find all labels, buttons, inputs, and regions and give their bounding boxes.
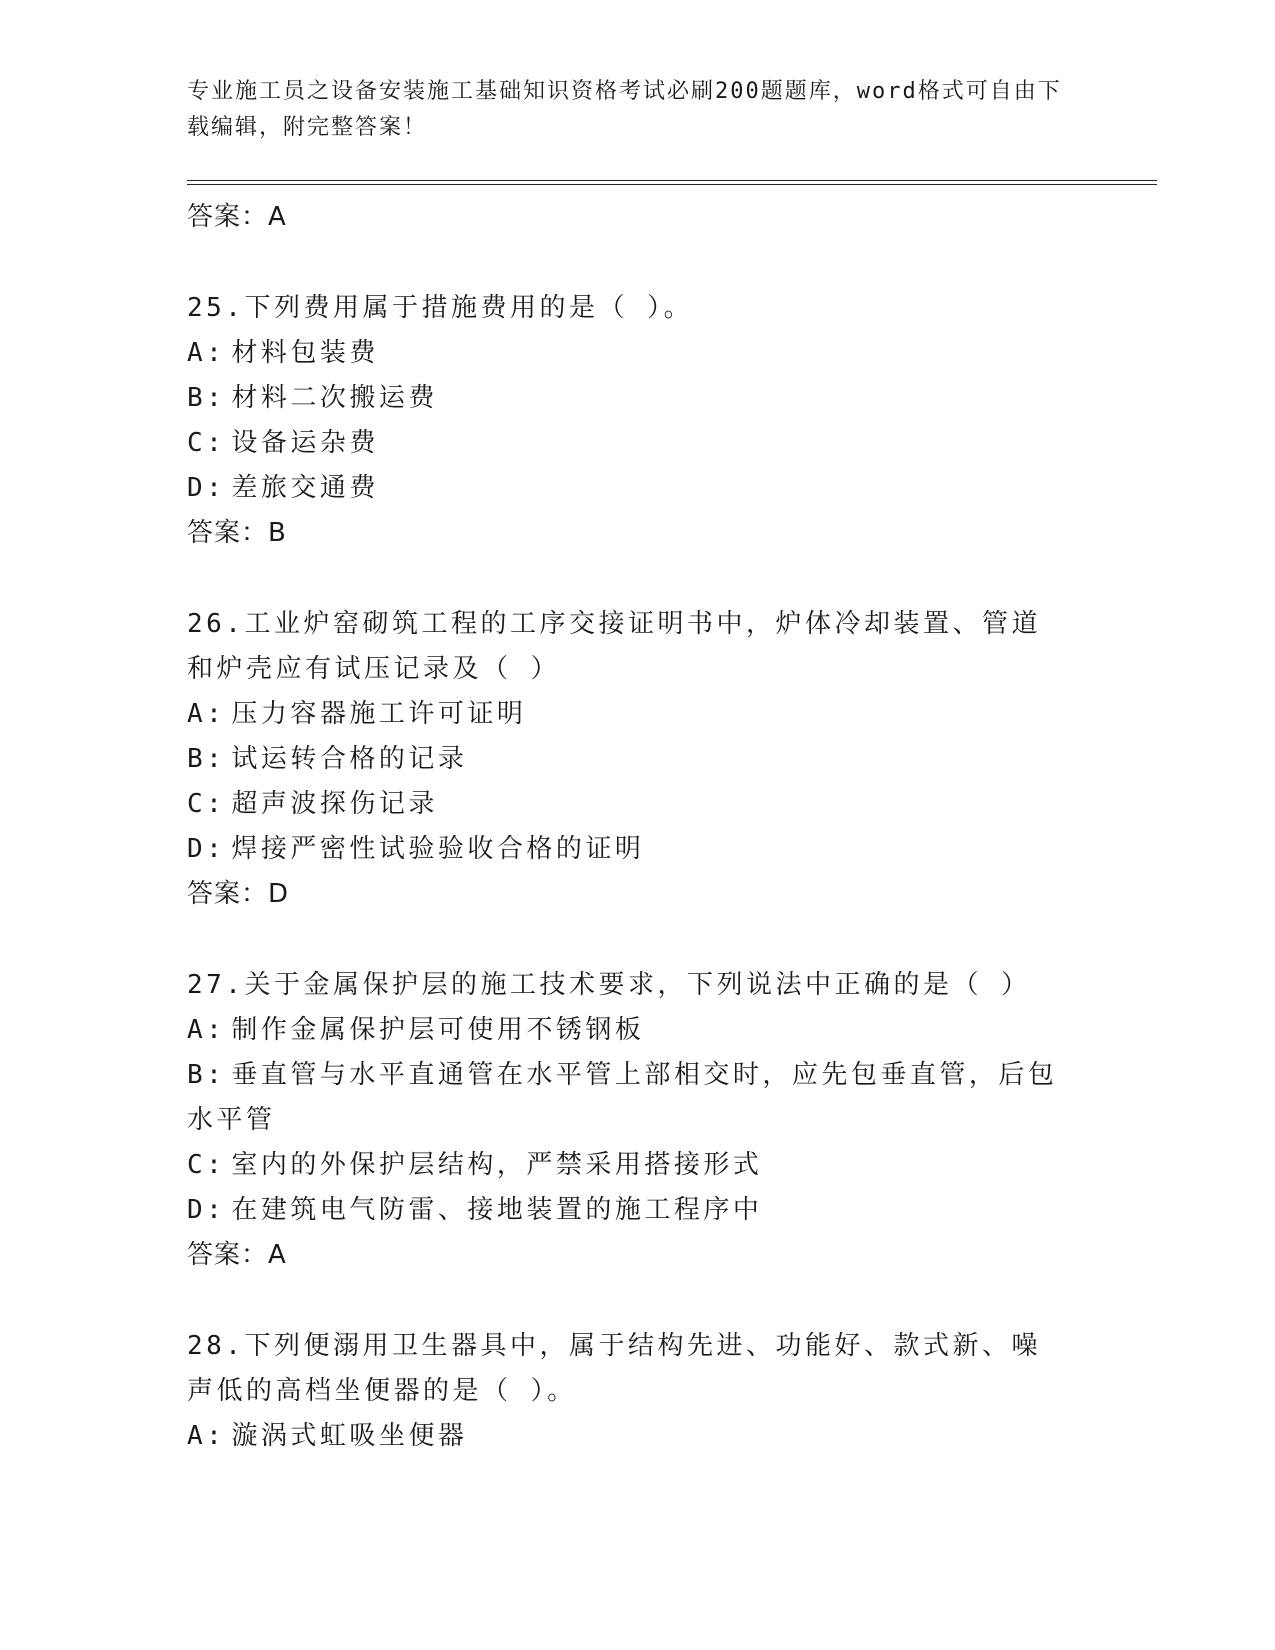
option-text: 焊接严密性试验验收合格的证明 <box>231 834 645 864</box>
answer-line <box>187 195 1157 240</box>
option-text: 设备运杂费 <box>231 428 379 458</box>
question-stem: 下列费用属于措施费用的是（ ）。 <box>244 293 694 323</box>
option-key: C: <box>187 789 226 819</box>
document-page <box>187 0 1157 1459</box>
question-text <box>187 286 1067 331</box>
option-a <box>187 1414 1067 1459</box>
option-text: 室内的外保护层结构，严禁采用搭接形式 <box>231 1150 763 1180</box>
option-key: B: <box>187 744 226 774</box>
option-text: 超声波探伤记录 <box>231 789 438 819</box>
answer-label: 答案： <box>187 202 269 232</box>
option-key: A: <box>187 1421 226 1451</box>
question-block <box>187 1324 1157 1459</box>
question-block <box>187 602 1157 917</box>
option-key: B: <box>187 383 226 413</box>
option-d <box>187 466 1067 511</box>
option-a <box>187 1008 1067 1053</box>
option-c <box>187 1143 1067 1188</box>
option-b <box>187 376 1067 421</box>
option-text: 材料包装费 <box>231 338 379 368</box>
header-divider <box>187 180 1157 185</box>
option-key: A: <box>187 1015 226 1045</box>
option-text: 差旅交通费 <box>231 473 379 503</box>
option-key: D: <box>187 1195 226 1225</box>
option-b <box>187 737 1067 782</box>
option-key: C: <box>187 428 226 458</box>
question-stem: 下列便溺用卫生器具中，属于结构先进、功能好、款式新、噪声低的高档坐便器的是（ ）。 <box>187 1331 1041 1406</box>
option-key: C: <box>187 1150 226 1180</box>
option-text: 在建筑电气防雷、接地装置的施工程序中 <box>231 1195 763 1225</box>
answer-value: D <box>268 879 290 909</box>
question-number: 27. <box>187 970 245 1000</box>
answer-value: A <box>268 1240 287 1270</box>
answer-label: 答案： <box>187 1240 269 1270</box>
option-text: 试运转合格的记录 <box>231 744 468 774</box>
question-block <box>187 286 1157 556</box>
answer-label: 答案： <box>187 879 269 909</box>
option-key: D: <box>187 834 226 864</box>
option-text: 垂直管与水平直通管在水平管上部相交时，应先包垂直管，后包水平管 <box>187 1060 1058 1135</box>
option-a <box>187 331 1067 376</box>
option-d <box>187 827 1067 872</box>
option-text: 制作金属保护层可使用不锈钢板 <box>231 1015 645 1045</box>
option-c <box>187 421 1067 466</box>
answer-value: B <box>268 518 287 548</box>
option-key: A: <box>187 699 226 729</box>
option-d <box>187 1188 1067 1233</box>
option-key: D: <box>187 473 226 503</box>
option-key: B: <box>187 1060 226 1090</box>
question-text <box>187 602 1067 692</box>
answer-line <box>187 511 1157 556</box>
option-text: 压力容器施工许可证明 <box>231 699 527 729</box>
question-number: 25. <box>187 293 245 323</box>
option-b <box>187 1053 1067 1143</box>
option-text: 材料二次搬运费 <box>231 383 438 413</box>
option-text: 漩涡式虹吸坐便器 <box>231 1421 468 1451</box>
answer-line <box>187 1233 1157 1278</box>
answer-line <box>187 872 1157 917</box>
question-number: 26. <box>187 609 245 639</box>
option-c <box>187 782 1067 827</box>
question-text <box>187 963 1067 1008</box>
question-number: 28. <box>187 1331 245 1361</box>
option-a <box>187 692 1067 737</box>
answer-value: A <box>268 202 287 232</box>
question-stem: 关于金属保护层的施工技术要求，下列说法中正确的是（ ） <box>244 970 1031 1000</box>
answer-label: 答案： <box>187 518 269 548</box>
question-block <box>187 963 1157 1278</box>
question-stem: 工业炉窑砌筑工程的工序交接证明书中，炉体冷却装置、管道和炉壳应有试压记录及（ ） <box>187 609 1041 684</box>
option-key: A: <box>187 338 226 368</box>
document-header: 专业施工员之设备安装施工基础知识资格考试必刷200题题库，word格式可自由下载编辑，附完整答案！ <box>187 79 1062 140</box>
question-text <box>187 1324 1067 1414</box>
